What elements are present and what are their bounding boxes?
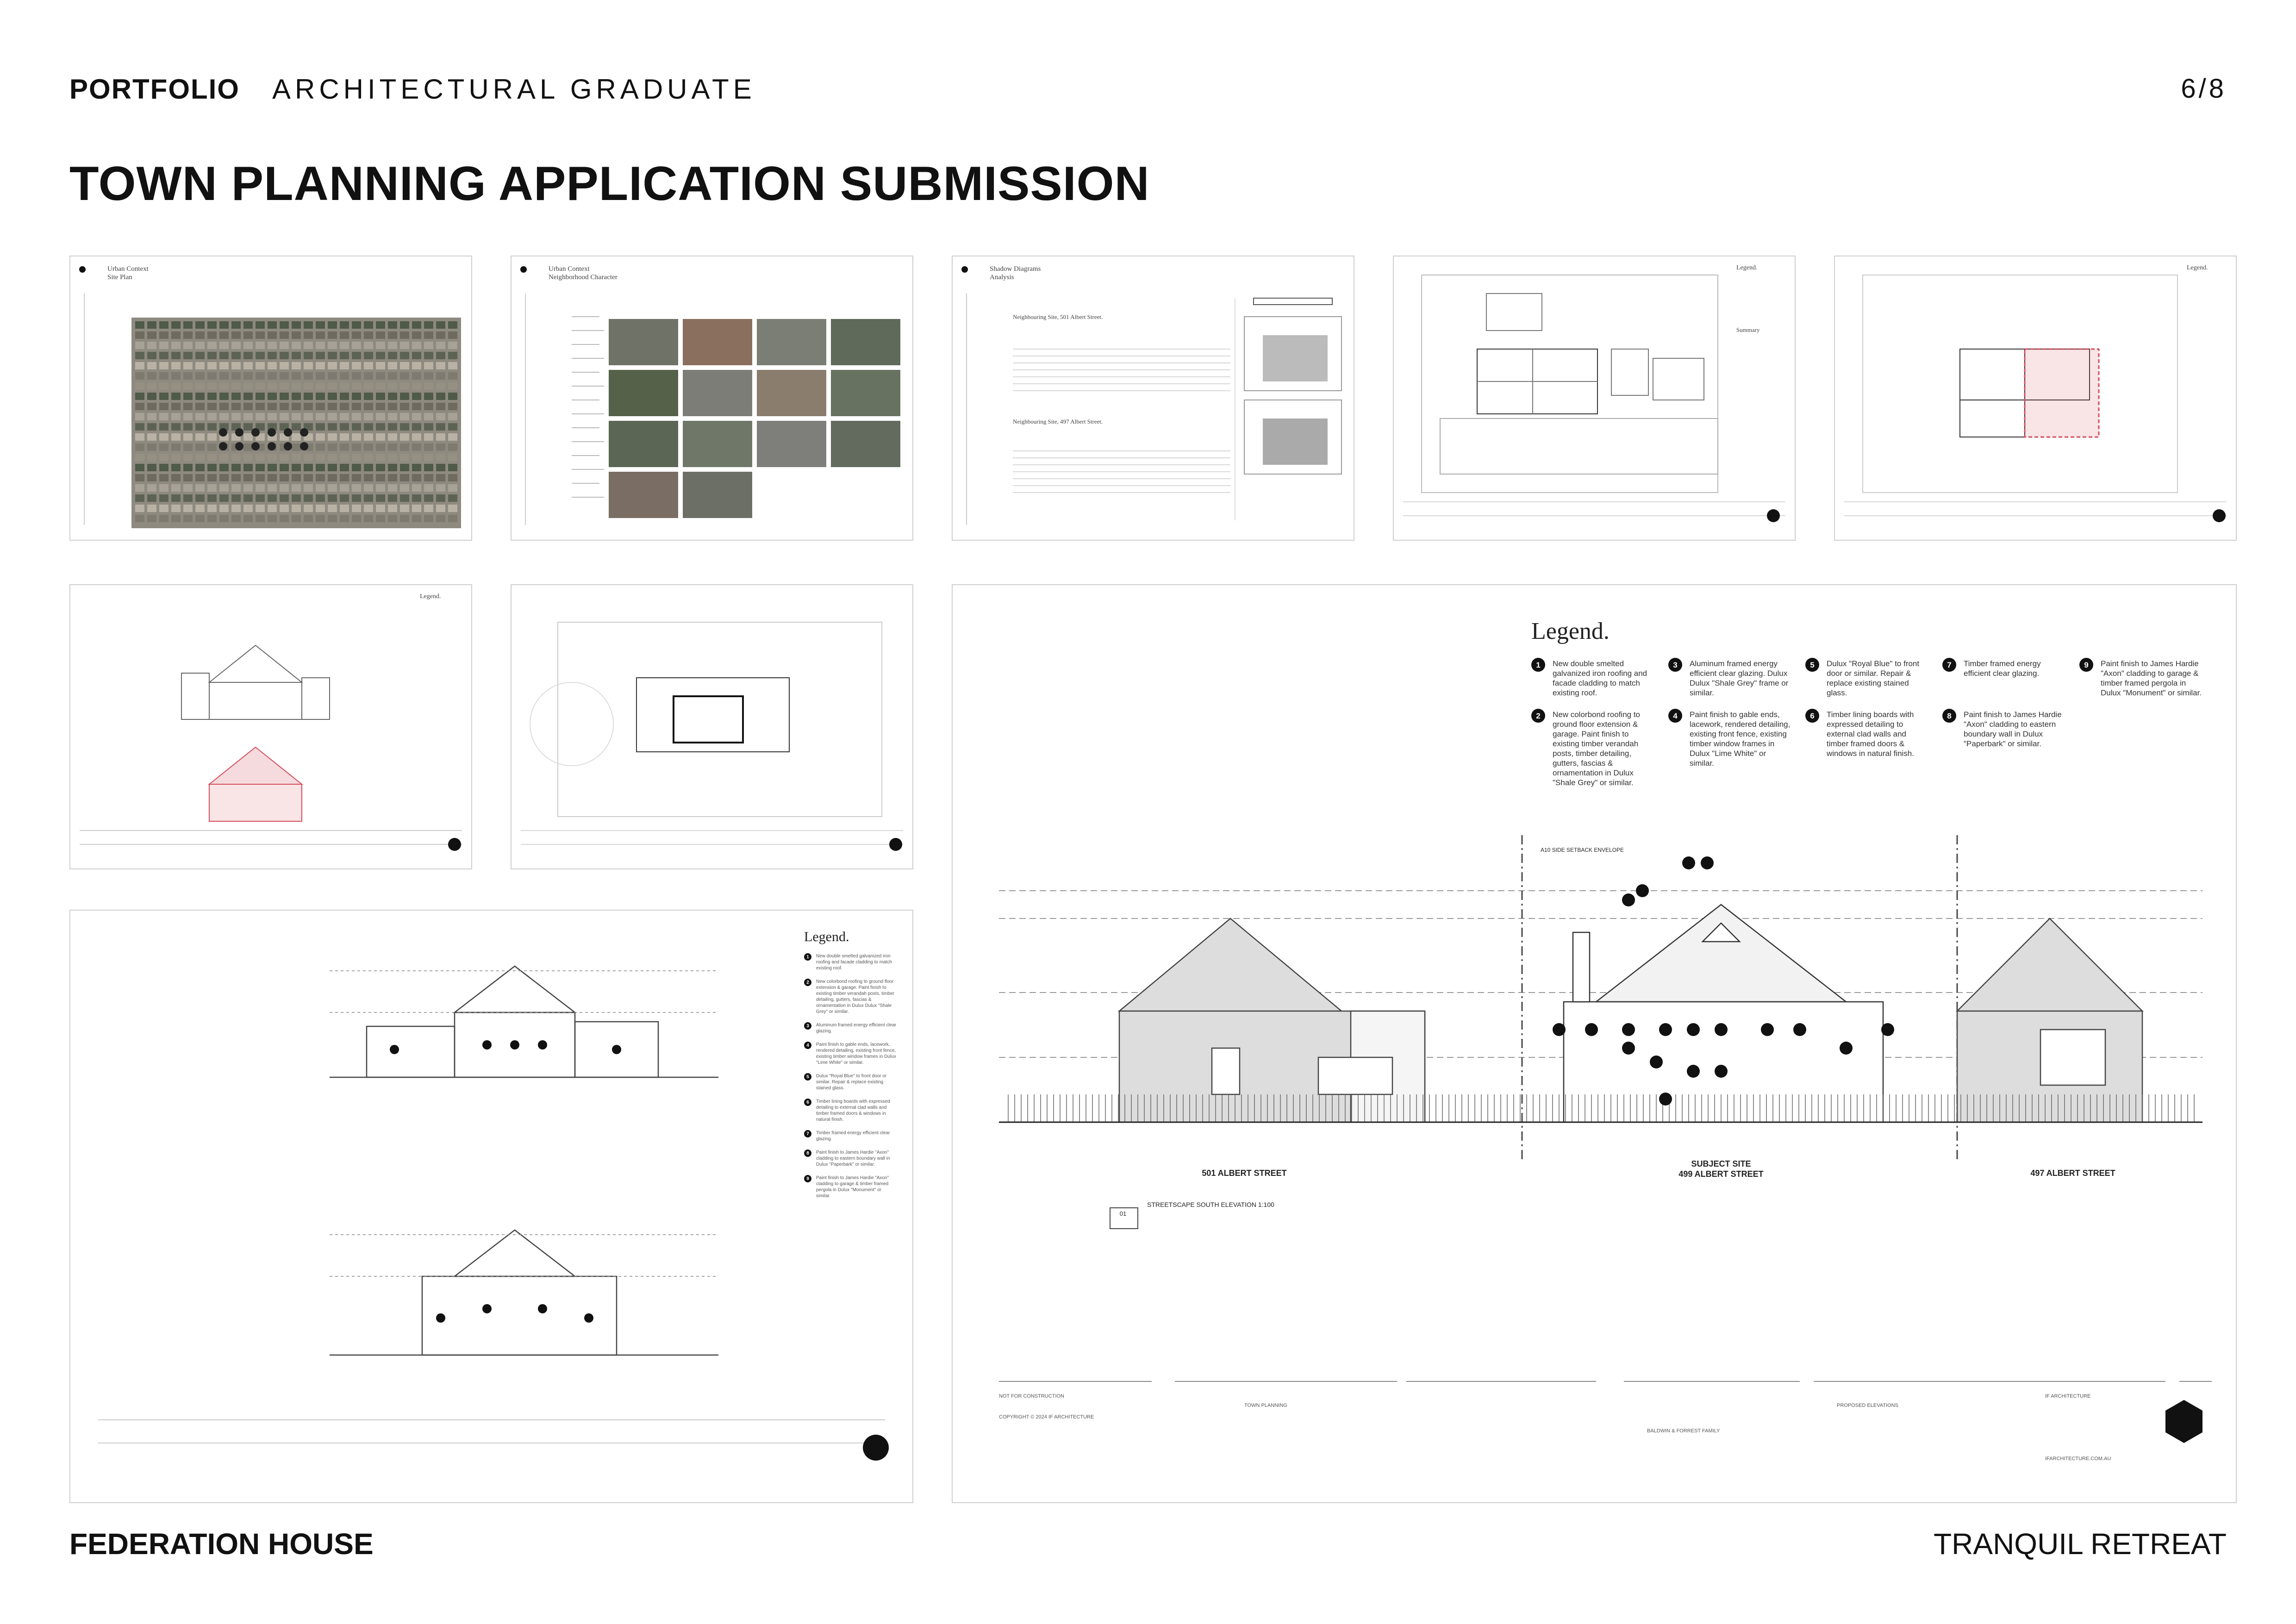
legend-text: Paint finish to James Hardie "Axon" cladding to eastern boundary wall in Dulux "Paperbark" or similar. [816, 1150, 890, 1167]
streetscape-ref: 01 [1119, 1210, 1127, 1217]
sheet-elevations-small [69, 584, 472, 869]
legend-number-badge: 9 [804, 1175, 811, 1182]
sheet-roof-plan [511, 584, 913, 869]
legend-text: Dulux "Royal Blue" to front door or similar. Repair & replace existing stained glass. [816, 1074, 887, 1091]
legend-text: Paint finish to gable ends, lacework, rendered detailing, existing front fence, existing timber window frames in Dulux "Lime White" or similar. [1690, 710, 1791, 768]
legend-number-badge: 3 [1668, 658, 1682, 672]
elevation-marker [1715, 1023, 1728, 1036]
label-501-albert: 501 ALBERT STREET [1202, 1168, 1287, 1178]
elevation-marker [1585, 1023, 1598, 1036]
legend-number-badge: 6 [1805, 709, 1819, 723]
legend-text: Timber lining boards with expressed detailing to external clad walls and timber framed doors & windows in natural finish. [816, 1099, 890, 1122]
sheet-title: Shadow Diagrams Analysis [990, 265, 1041, 281]
tb-not-for-construction: NOT FOR CONSTRUCTION [999, 1393, 1064, 1399]
elevation-marker [1715, 1065, 1728, 1078]
elevation-marker [1650, 1056, 1663, 1068]
page-title: TOWN PLANNING APPLICATION SUBMISSION [69, 157, 1150, 211]
streetscape-caption: STREETSCAPE SOUTH ELEVATION 1:100 [1147, 1201, 1274, 1208]
legend-number-badge: 8 [804, 1149, 811, 1157]
elevation-marker [1687, 1065, 1700, 1078]
sheet-federation-house-elevations [69, 910, 913, 1503]
sheet-neighbourhood-character [511, 256, 913, 541]
legend-text: Paint finish to gable ends, lacework, rendered detailing, existing front fence, existing timber window frames in Dulux "Lime White" or similar. [816, 1042, 896, 1065]
tb-client: BALDWIN & FORREST FAMILY [1647, 1428, 1720, 1434]
legend-text: Aluminum framed energy efficient clear glazing. Dulux Dulux "Shale Grey" frame or similar. [1690, 659, 1789, 697]
elevation-marker [1622, 1042, 1635, 1055]
legend-text: Paint finish to James Hardie "Axon" cladding to eastern boundary wall in Dulux "Paperbark" or similar. [1964, 710, 2062, 748]
legend-title: Legend. [1531, 618, 1610, 644]
shadow-analysis-tables [953, 256, 1354, 540]
aerial-map-image [70, 256, 471, 540]
legend-number-badge: 4 [1668, 709, 1682, 723]
elevation-marker [1636, 884, 1649, 897]
legend-label: Legend. [420, 593, 441, 600]
summary-label: Summary [1736, 326, 1760, 333]
elevation-marker [1701, 856, 1714, 869]
legend-text: New colorbond roofing to ground floor extension & garage. Paint finish to existing timber verandah posts, timber detailing, gutters, fascias & ornamentation in Dulux Dulux "Shale Grey" or similar. [816, 979, 894, 1014]
sheet-shadow-diagrams [952, 256, 1354, 541]
streetscape-elevation-drawing [953, 585, 2236, 1502]
legend-text: Timber lining boards with expressed detailing to external clad walls and timber framed doors & windows in natural finish. [1827, 710, 1914, 758]
sheet-site-plan [69, 256, 472, 541]
legend-number-badge: 5 [804, 1073, 811, 1081]
legend-text: New colorbond roofing to ground floor extension & garage. Paint finish to existing timber verandah posts, timber detailing, gutters, fascias & ornamentation in Dulux "Shale Grey" or similar. [1553, 710, 1641, 787]
sheet-title: Urban Context Neighborhood Character [549, 265, 618, 281]
table-heading-497: Neighbouring Site, 497 Albert Street. [1013, 418, 1103, 425]
federation-elevations-drawing [70, 911, 912, 1502]
label-497-albert: 497 ALBERT STREET [2030, 1168, 2115, 1178]
legend-text: Timber framed energy efficient clear glazing. [816, 1131, 890, 1142]
sheet-floor-plan-existing [1393, 256, 1796, 541]
legend-text: New double smelted galvanized iron roofing and facade cladding to match existing roof. [816, 954, 892, 971]
elevation-marker [1840, 1042, 1853, 1055]
legend-number-badge: 9 [2079, 658, 2093, 672]
legend-number-badge: 4 [804, 1042, 811, 1049]
sheet-tranquil-retreat-streetscape [952, 584, 2237, 1503]
tb-description: TOWN PLANNING [1244, 1403, 1287, 1408]
elevation-marker [1659, 1023, 1672, 1036]
elevation-marker [1761, 1023, 1774, 1036]
portfolio-header [69, 73, 756, 105]
table-heading-501: Neighbouring Site, 501 Albert Street. [1013, 313, 1103, 320]
legend-number-badge: 6 [804, 1099, 811, 1106]
legend-label: Legend. [1736, 264, 1758, 271]
legend-text: New double smelted galvanized iron roofing and facade cladding to match existing roof. [1553, 659, 1647, 697]
legend-number-badge: 8 [1942, 709, 1956, 723]
elevation-marker [1622, 1023, 1635, 1036]
legend-text: Aluminum framed energy efficient clear glazing. [816, 1023, 897, 1034]
portfolio-label: PORTFOLIO [69, 74, 240, 105]
elevation-marker [1881, 1023, 1894, 1036]
legend-label: Legend. [2187, 264, 2208, 271]
sheet-floor-plan-proposed [1834, 256, 2237, 541]
project-name-right: TRANQUIL RETREAT [1934, 1527, 2227, 1561]
tb-firm: IF ARCHITECTURE [2045, 1393, 2091, 1399]
tb-drawing-title: PROPOSED ELEVATIONS [1837, 1403, 1898, 1408]
legend-title: Legend. [804, 929, 849, 944]
legend-text: Paint finish to James Hardie "Axon" cladding to garage & timber framed pergola in Dulux "Monument" or similar. [2101, 659, 2202, 697]
legend-number-badge: 1 [804, 953, 811, 961]
legend-text: Dulux "Royal Blue" to front door or similar. Repair & replace existing stained glass. [1827, 659, 1920, 697]
elevation-marker [1553, 1023, 1566, 1036]
legend-number-badge: 3 [804, 1022, 811, 1030]
elevation-marker [1659, 1093, 1672, 1106]
sheet-title: Urban Context Site Plan [107, 265, 149, 281]
elevation-marker [1793, 1023, 1806, 1036]
legend-number-badge: 5 [1805, 658, 1819, 672]
roof-plan-drawing [512, 585, 912, 868]
proposed-plan-drawing [1835, 256, 2236, 540]
label-subject-address: 499 ALBERT STREET [1678, 1169, 1764, 1179]
legend-number-badge: 2 [804, 979, 811, 986]
label-subject-site: SUBJECT SITE [1691, 1159, 1751, 1168]
neighbourhood-photo-grid [512, 256, 912, 540]
legend-number-badge: 1 [1531, 658, 1545, 672]
elevation-marker [1622, 893, 1635, 906]
elevation-drawing-small [70, 585, 471, 868]
tb-web: IFARCHITECTURE.COM.AU [2045, 1456, 2111, 1462]
project-name-left: FEDERATION HOUSE [69, 1527, 374, 1561]
floor-plan-drawing [1394, 256, 1795, 540]
legend-text: Timber framed energy efficient clear glazing. [1964, 659, 2041, 678]
legend-number-badge: 7 [1942, 658, 1956, 672]
elevation-marker [1682, 856, 1695, 869]
page-number: 6/8 [2181, 74, 2227, 104]
setback-envelope-label: A10 SIDE SETBACK ENVELOPE [1540, 847, 1624, 853]
elevation-marker [1687, 1023, 1700, 1036]
legend-number-badge: 2 [1531, 709, 1545, 723]
portfolio-subtitle: ARCHITECTURAL GRADUATE [272, 74, 756, 105]
tb-copyright: COPYRIGHT © 2024 IF ARCHITECTURE [999, 1414, 1094, 1420]
legend-text: Paint finish to James Hardie "Axon" cladding to garage & timber framed pergola in Dulux "Monument" or similar. [816, 1175, 889, 1199]
legend-number-badge: 7 [804, 1130, 811, 1137]
